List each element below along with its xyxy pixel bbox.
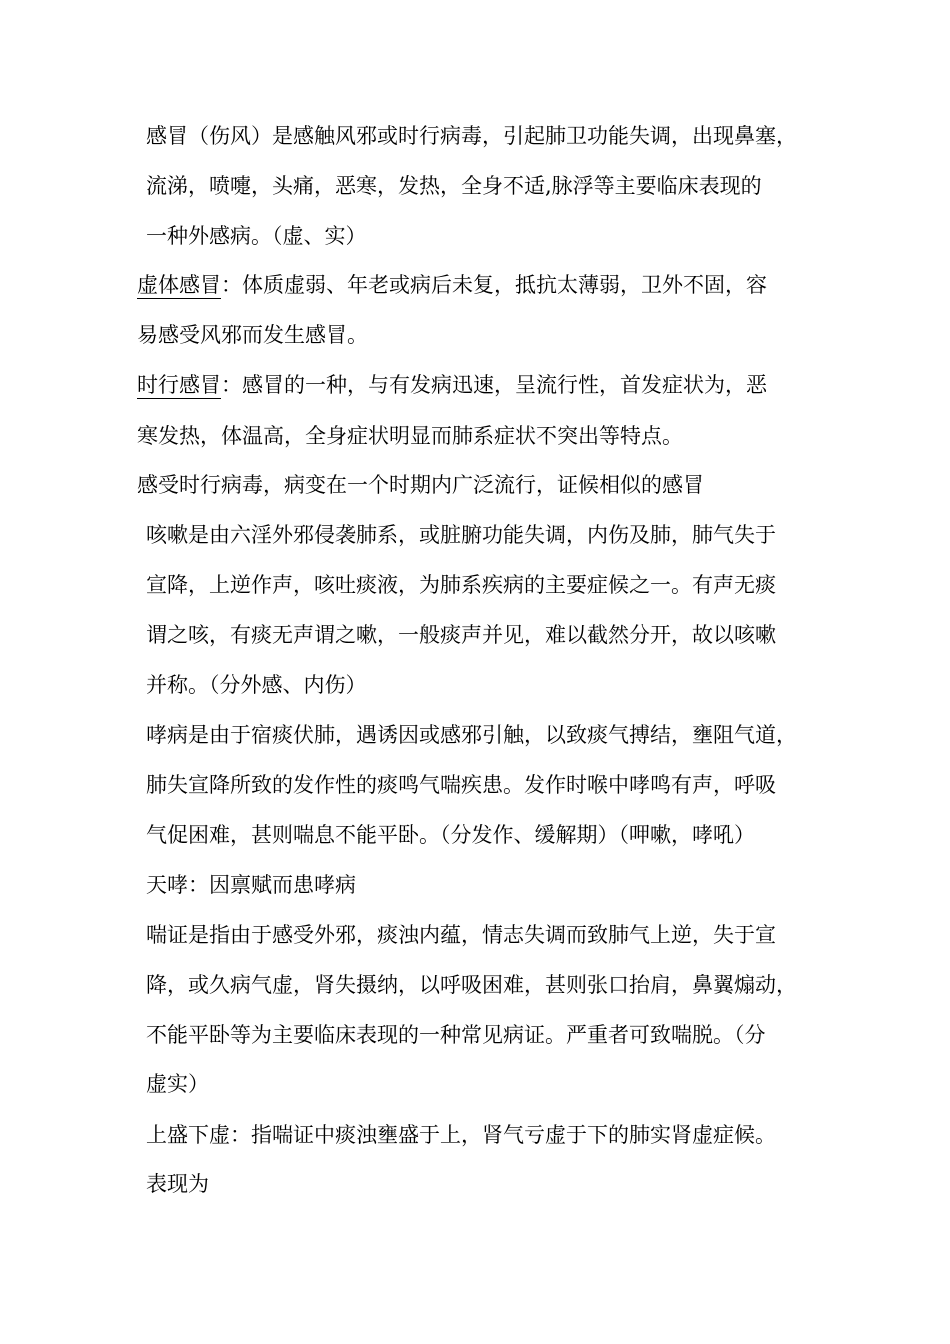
- paragraph-line: 谓之咳，有痰无声谓之嗽，一般痰声并见，难以截然分开，故以咳嗽: [146, 623, 776, 647]
- definition-text: ：体质虚弱、年老或病后未复，抵抗太薄弱，卫外不固，容: [221, 273, 767, 297]
- paragraph-line: 宣降，上逆作声，咳吐痰液，为肺系疾病的主要症候之一。有声无痰: [146, 573, 776, 597]
- paragraph-line: 流涕，喷嚏，头痛，恶寒，发热，全身不适,脉浮等主要临床表现的: [146, 174, 762, 198]
- paragraph-line: 并称。（分外感、内伤）: [146, 673, 367, 697]
- paragraph-line: 一种外感病。（虚、实）: [146, 224, 367, 248]
- paragraph-line: 降，或久病气虚，肾失摄纳，以呼吸困难，甚则张口抬肩，鼻翼煽动，: [146, 973, 797, 997]
- paragraph-line: 不能平卧等为主要临床表现的一种常见病证。严重者可致喘脱。（分: [146, 1023, 766, 1047]
- paragraph-line: 气促困难，甚则喘息不能平卧。（分发作、缓解期）（呷嗽，哮吼）: [146, 823, 755, 847]
- term-underlined: 时行感冒: [137, 373, 221, 397]
- paragraph-line: 天哮：因禀赋而患哮病: [146, 873, 356, 897]
- paragraph-line: 虚实）: [146, 1072, 209, 1096]
- paragraph-line: 上盛下虚：指喘证中痰浊壅盛于上，肾气亏虚于下的肺实肾虚症候。: [146, 1123, 776, 1147]
- definition-text: ：感冒的一种，与有发病迅速，呈流行性，首发症状为，恶: [221, 373, 767, 397]
- paragraph-line: 寒发热，体温高，全身症状明显而肺系症状不突出等特点。: [137, 424, 683, 448]
- definition-line: [137, 270, 767, 300]
- paragraph-line: 表现为: [146, 1172, 209, 1196]
- paragraph-line: 易感受风邪而发生感冒。: [137, 323, 368, 347]
- term-underlined: 虚体感冒: [137, 273, 221, 297]
- paragraph-line: 咳嗽是由六淫外邪侵袭肺系，或脏腑功能失调，内伤及肺，肺气失于: [146, 523, 776, 547]
- paragraph-line: 感受时行病毒，病变在一个时期内广泛流行，证候相似的感冒: [137, 473, 704, 497]
- definition-line: [137, 370, 767, 400]
- paragraph-line: 感冒（伤风）是感触风邪或时行病毒，引起肺卫功能失调，出现鼻塞，: [146, 124, 797, 148]
- paragraph-line: 喘证是指由于感受外邪，痰浊内蕴，情志失调而致肺气上逆，失于宣: [146, 923, 776, 947]
- paragraph-line: 哮病是由于宿痰伏肺，遇诱因或感邪引触，以致痰气搏结，壅阻气道，: [146, 723, 797, 747]
- paragraph-line: 肺失宣降所致的发作性的痰鸣气喘疾患。发作时喉中哮鸣有声，呼吸: [146, 773, 776, 797]
